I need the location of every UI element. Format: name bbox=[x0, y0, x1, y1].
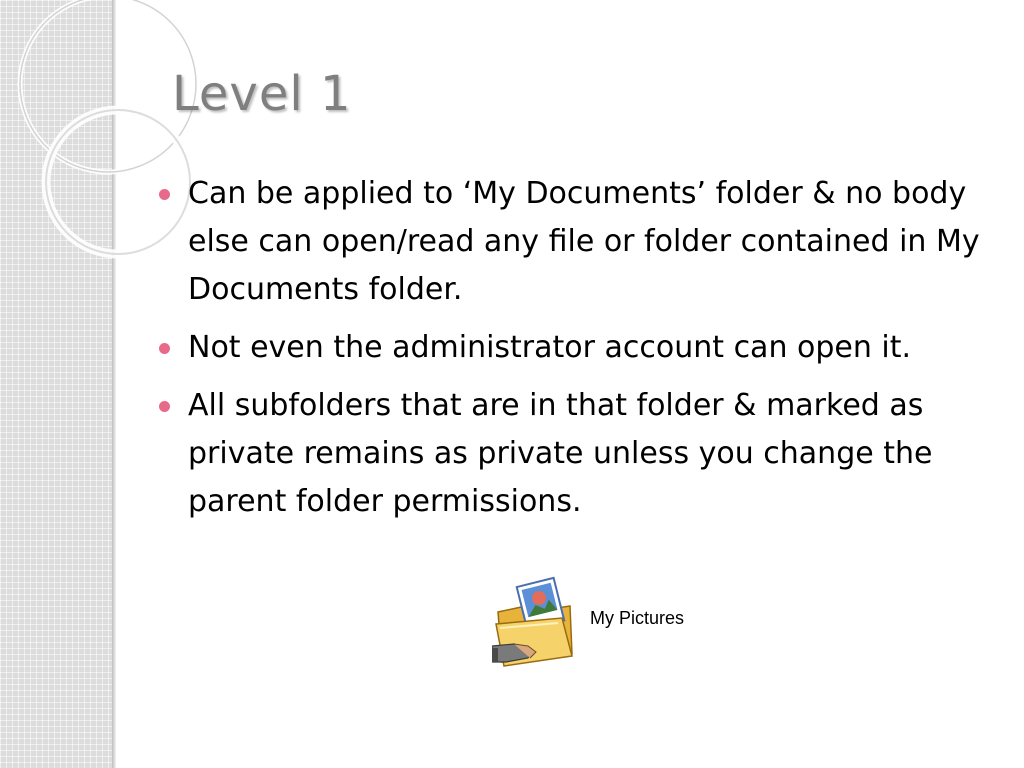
my-pictures-image bbox=[470, 560, 704, 678]
bullet-text: Not even the administrator account can open it. bbox=[188, 330, 912, 365]
bullet-list bbox=[158, 170, 998, 536]
my-pictures-folder-icon bbox=[492, 572, 582, 672]
bullet-text: Can be applied to ‘My Documents’ folder & no body else can open/read any file or folder contained in My Documents folder. bbox=[188, 176, 980, 307]
slide-title: Level 1 bbox=[172, 66, 352, 122]
bullet-item bbox=[158, 382, 998, 526]
decorative-side-panel bbox=[0, 0, 112, 768]
bullet-dot-icon bbox=[159, 401, 170, 412]
side-panel-edge bbox=[112, 0, 116, 768]
bullet-item bbox=[158, 324, 998, 372]
bullet-item bbox=[158, 170, 998, 314]
bullet-dot-icon bbox=[159, 189, 170, 200]
bullet-text: All subfolders that are in that folder & marked as private remains as private unless you change the parent folder permissions. bbox=[188, 388, 933, 519]
my-pictures-label: My Pictures bbox=[590, 608, 685, 628]
bullet-dot-icon bbox=[159, 343, 170, 354]
